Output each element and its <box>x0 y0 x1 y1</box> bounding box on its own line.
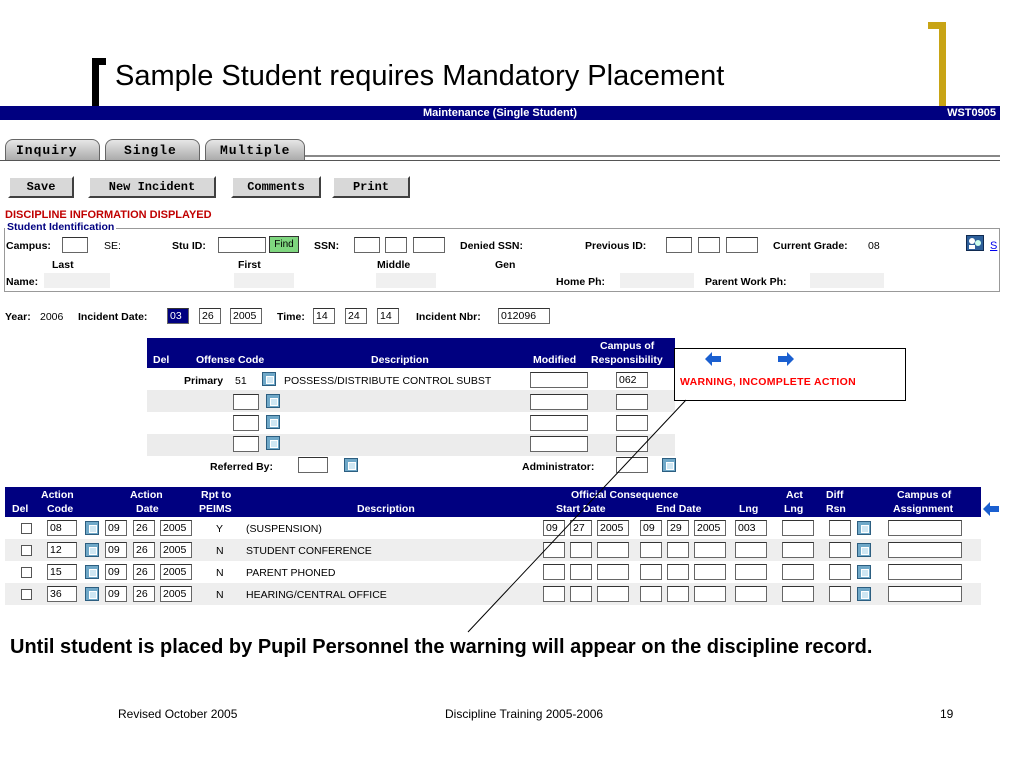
offense-lookup-icon[interactable] <box>266 394 280 408</box>
annotation-pointer-line <box>460 396 690 636</box>
gen-label: Gen <box>495 259 516 271</box>
incident-number-label: Incident Nbr: <box>416 311 481 323</box>
time-minute-input[interactable]: 24 <box>345 308 367 324</box>
action-date-month-input[interactable]: 09 <box>105 586 127 602</box>
footer-revised: Revised October 2005 <box>118 707 238 721</box>
find-button[interactable]: Find <box>269 236 299 253</box>
primary-label: Primary <box>184 375 224 387</box>
action-description-header: Description <box>357 503 415 515</box>
time-label: Time: <box>277 311 305 323</box>
warning-message: WARNING, INCOMPLETE ACTION <box>680 376 856 388</box>
offense-lookup-icon[interactable] <box>266 415 280 429</box>
footer-page-number: 19 <box>940 707 954 721</box>
side-link[interactable]: S <box>990 240 998 252</box>
diff-reason-lookup-icon[interactable] <box>857 565 871 579</box>
delete-checkbox[interactable] <box>21 523 32 534</box>
rpt-header-top: Rpt to <box>201 489 232 501</box>
action-date-month-input[interactable]: 09 <box>105 564 127 580</box>
offense-code-input[interactable] <box>233 394 259 410</box>
end-date-year-input[interactable] <box>694 586 726 602</box>
start-date-year-input[interactable]: 2005 <box>597 520 629 536</box>
action-del-header: Del <box>12 503 29 515</box>
action-date-day-input[interactable]: 26 <box>133 586 155 602</box>
referred-by-input[interactable] <box>298 457 328 473</box>
campus-label: Campus: <box>6 240 51 252</box>
action-date-month-input[interactable]: 09 <box>105 542 127 558</box>
offense-code-input[interactable] <box>233 436 259 452</box>
incident-date-year-input[interactable]: 2005 <box>230 308 262 324</box>
middle-name-label: Middle <box>377 259 411 271</box>
end-date-header: End Date <box>656 503 702 515</box>
act-lng-header-top: Act <box>786 489 803 501</box>
action-date-year-input[interactable]: 2005 <box>160 520 192 536</box>
home-phone-label: Home Ph: <box>556 276 606 288</box>
action-date-year-input[interactable]: 2005 <box>160 586 192 602</box>
offense-code-input[interactable] <box>233 415 259 431</box>
incident-date-label: Incident Date: <box>78 311 148 323</box>
previous-id-part1-input[interactable] <box>666 237 692 253</box>
incident-date-day-input[interactable]: 26 <box>199 308 221 324</box>
action-date-month-input[interactable]: 09 <box>105 520 127 536</box>
action-code-lookup-icon[interactable] <box>85 521 99 535</box>
rpt-to-peims-value: N <box>216 545 224 557</box>
rpt-to-peims-value: Y <box>216 523 224 535</box>
rpt-to-peims-value: N <box>216 567 224 579</box>
campus-assignment-header-bottom: Assignment <box>893 503 954 515</box>
stu-id-label: Stu ID: <box>172 240 206 252</box>
start-date-header: Start Date <box>556 503 606 515</box>
length-input[interactable] <box>735 542 767 558</box>
action-date-day-input[interactable]: 26 <box>133 520 155 536</box>
offense-code-header: Offense Code <box>196 354 265 366</box>
rpt-to-peims-value: N <box>216 589 224 601</box>
action-code-input[interactable]: 08 <box>47 520 77 536</box>
action-date-header-bottom: Date <box>136 503 159 515</box>
action-date-day-input[interactable]: 26 <box>133 564 155 580</box>
ssn-label: SSN: <box>314 240 340 252</box>
incident-number-input[interactable]: 012096 <box>498 308 550 324</box>
offense-modified-header: Modified <box>533 354 577 366</box>
previous-id-part2-input[interactable] <box>698 237 720 253</box>
referred-by-lookup-icon[interactable] <box>344 458 358 472</box>
administrator-label: Administrator: <box>522 461 595 473</box>
delete-checkbox[interactable] <box>21 567 32 578</box>
length-input[interactable] <box>735 564 767 580</box>
tab-inquiry[interactable]: Inquiry <box>5 139 100 161</box>
diff-rsn-header-top: Diff <box>826 489 844 501</box>
referred-by-label: Referred By: <box>210 461 274 473</box>
year-value: 2006 <box>40 311 64 323</box>
diff-reason-lookup-icon[interactable] <box>857 543 871 557</box>
footer-course: Discipline Training 2005-2006 <box>445 707 604 721</box>
offense-lookup-icon[interactable] <box>262 372 276 386</box>
primary-campus-input[interactable]: 062 <box>616 372 648 388</box>
rpt-header-bottom: PEIMS <box>199 503 232 515</box>
last-name-value <box>44 273 110 288</box>
diff-reason-input[interactable] <box>829 564 851 580</box>
slide-note: Until student is placed by Pupil Personnel the warning will appear on the discipline record. <box>10 636 873 658</box>
time-hour-input[interactable]: 14 <box>313 308 335 324</box>
length-input[interactable]: 003 <box>735 520 767 536</box>
action-code-header-bottom: Code <box>47 503 74 515</box>
denied-ssn-label: Denied SSN: <box>460 240 524 252</box>
end-date-year-input[interactable]: 2005 <box>694 520 726 536</box>
delete-checkbox[interactable] <box>21 589 32 600</box>
tab-single[interactable]: Single <box>105 139 200 161</box>
screen-code: WST0905 <box>947 107 996 119</box>
new-incident-button[interactable]: New Incident <box>88 176 216 198</box>
end-date-day-input[interactable]: 29 <box>667 520 689 536</box>
primary-offense-code: 51 <box>235 375 247 387</box>
action-code-input[interactable]: 12 <box>47 542 77 558</box>
start-date-day-input[interactable]: 27 <box>570 520 592 536</box>
delete-checkbox[interactable] <box>21 545 32 556</box>
parent-work-phone-label: Parent Work Ph: <box>705 276 787 288</box>
diff-reason-input[interactable] <box>829 520 851 536</box>
action-code-lookup-icon[interactable] <box>85 565 99 579</box>
action-code-input[interactable]: 15 <box>47 564 77 580</box>
action-code-input[interactable]: 36 <box>47 586 77 602</box>
window-title: Maintenance (Single Student) <box>422 107 577 119</box>
end-date-year-input[interactable] <box>694 564 726 580</box>
action-code-lookup-icon[interactable] <box>85 587 99 601</box>
slide-title: Sample Student requires Mandatory Placement <box>115 60 725 92</box>
stu-id-input[interactable] <box>218 237 266 253</box>
previous-id-part3-input[interactable] <box>726 237 758 253</box>
action-description: PARENT PHONED <box>246 567 336 579</box>
lng-header: Lng <box>739 503 759 515</box>
end-date-year-input[interactable] <box>694 542 726 558</box>
tab-multiple[interactable]: Multiple <box>205 139 305 161</box>
action-code-lookup-icon[interactable] <box>85 543 99 557</box>
current-grade-value: 08 <box>868 240 880 252</box>
home-phone-value <box>620 273 694 288</box>
student-lookup-icon[interactable] <box>966 235 984 251</box>
actual-length-input[interactable] <box>782 586 814 602</box>
ssn-part3-input[interactable] <box>413 237 445 253</box>
se-label: SE: <box>104 240 121 252</box>
arrow-right-icon[interactable] <box>778 352 794 366</box>
offense-lookup-icon[interactable] <box>266 436 280 450</box>
action-description: (SUSPENSION) <box>246 523 322 535</box>
parent-work-phone-value <box>810 273 884 288</box>
primary-modified-input[interactable] <box>530 372 588 388</box>
campus-assignment-header-top: Campus of <box>897 489 952 501</box>
official-consequence-header: Official Consequence <box>571 489 679 501</box>
current-grade-label: Current Grade: <box>773 240 848 252</box>
actual-length-input[interactable] <box>782 542 814 558</box>
diff-reason-lookup-icon[interactable] <box>857 587 871 601</box>
window-title-bar <box>0 106 1000 120</box>
primary-offense-description: POSSESS/DISTRIBUTE CONTROL SUBST <box>284 375 492 387</box>
tab-divider <box>0 160 1000 161</box>
comments-button[interactable]: Comments <box>231 176 321 198</box>
act-lng-header-bottom: Lng <box>784 503 804 515</box>
length-input[interactable] <box>735 586 767 602</box>
diff-reason-input[interactable] <box>829 586 851 602</box>
previous-id-label: Previous ID: <box>585 240 647 252</box>
first-name-label: First <box>238 259 261 271</box>
campus-input[interactable] <box>62 237 88 253</box>
last-name-label: Last <box>52 259 74 271</box>
action-description: STUDENT CONFERENCE <box>246 545 372 557</box>
end-date-month-input[interactable]: 09 <box>640 520 662 536</box>
middle-name-value <box>376 273 436 288</box>
actual-length-input[interactable] <box>782 564 814 580</box>
title-bracket-left <box>92 58 106 108</box>
year-label: Year: <box>5 311 31 323</box>
action-date-header-top: Action <box>130 489 163 501</box>
diff-reason-input[interactable] <box>829 542 851 558</box>
offense-del-header: Del <box>153 354 170 366</box>
offense-campus-header-top: Campus of <box>600 340 655 352</box>
arrow-left-icon[interactable] <box>705 352 721 366</box>
first-name-value <box>234 273 294 288</box>
print-button[interactable]: Print <box>332 176 410 198</box>
title-bracket-right <box>928 22 946 112</box>
save-button[interactable]: Save <box>8 176 74 198</box>
action-description: HEARING/CENTRAL OFFICE <box>246 589 387 601</box>
action-code-header-top: Action <box>41 489 74 501</box>
diff-rsn-header-bottom: Rsn <box>826 503 846 515</box>
campus-of-assignment-input[interactable] <box>888 520 962 536</box>
scroll-left-arrow-icon[interactable] <box>983 502 999 516</box>
diff-reason-lookup-icon[interactable] <box>857 521 871 535</box>
campus-of-assignment-input[interactable] <box>888 586 962 602</box>
ssn-part2-input[interactable] <box>385 237 407 253</box>
time-second-input[interactable]: 14 <box>377 308 399 324</box>
name-label: Name: <box>6 276 39 288</box>
campus-of-assignment-input[interactable] <box>888 542 962 558</box>
campus-of-assignment-input[interactable] <box>888 564 962 580</box>
actual-length-input[interactable] <box>782 520 814 536</box>
incident-date-month-input[interactable]: 03 <box>167 308 189 324</box>
action-date-day-input[interactable]: 26 <box>133 542 155 558</box>
offense-description-header: Description <box>371 354 429 366</box>
tab-divider-double <box>305 155 1000 157</box>
student-identification-legend: Student Identification <box>7 221 115 233</box>
action-date-year-input[interactable]: 2005 <box>160 542 192 558</box>
start-date-month-input[interactable]: 09 <box>543 520 565 536</box>
discipline-info-title: DISCIPLINE INFORMATION DISPLAYED <box>5 209 212 221</box>
ssn-part1-input[interactable] <box>354 237 380 253</box>
offense-table-header <box>147 338 675 368</box>
action-date-year-input[interactable]: 2005 <box>160 564 192 580</box>
offense-campus-header-bottom: Responsibility <box>591 354 663 366</box>
